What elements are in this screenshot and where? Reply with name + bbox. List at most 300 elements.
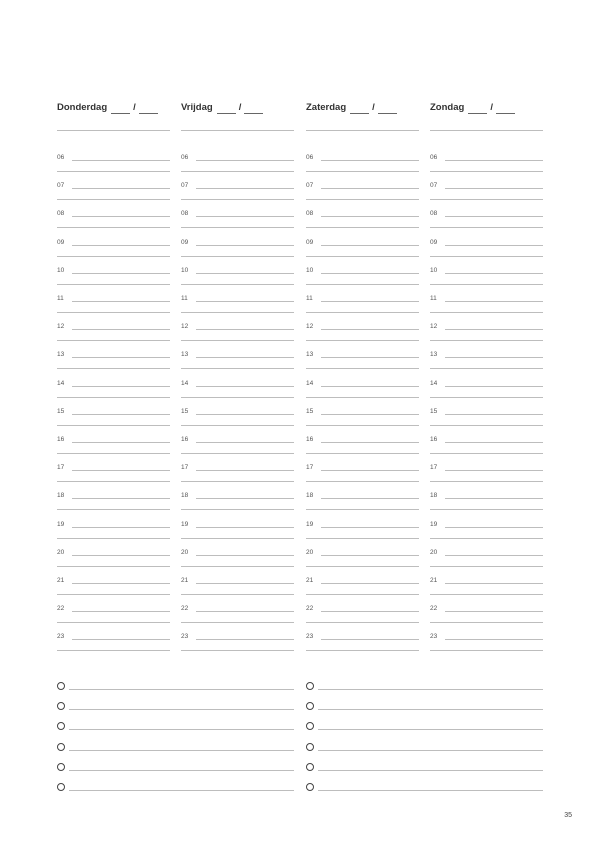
- hour-write-line[interactable]: [72, 442, 170, 443]
- hour-row: [181, 380, 294, 408]
- hour-write-line[interactable]: [196, 301, 294, 302]
- hour-write-line[interactable]: [196, 442, 294, 443]
- half-hour-write-line[interactable]: [306, 453, 419, 454]
- hour-label: 13: [181, 351, 189, 359]
- half-hour-write-line[interactable]: [57, 199, 170, 200]
- todo-write-line[interactable]: [69, 750, 294, 751]
- hour-row: [430, 295, 543, 323]
- half-hour-write-line[interactable]: [57, 256, 170, 257]
- half-hour-write-line[interactable]: [181, 284, 294, 285]
- hour-write-line[interactable]: [445, 245, 543, 246]
- hour-write-line[interactable]: [321, 245, 419, 246]
- hour-label: 10: [306, 266, 314, 274]
- hour-row: [430, 154, 543, 182]
- hour-write-line[interactable]: [445, 639, 543, 640]
- half-hour-write-line[interactable]: [57, 622, 170, 623]
- checkbox-circle-icon[interactable]: [306, 743, 314, 751]
- todo-write-line[interactable]: [318, 790, 543, 791]
- half-hour-write-line[interactable]: [306, 284, 419, 285]
- hour-write-line[interactable]: [72, 329, 170, 330]
- half-hour-write-line[interactable]: [430, 538, 543, 539]
- hour-row: [57, 239, 170, 267]
- hour-row: [306, 577, 419, 605]
- half-hour-write-line[interactable]: [430, 481, 543, 482]
- hour-row: [181, 464, 294, 492]
- month-date-blank[interactable]: [139, 104, 158, 114]
- hour-label: 15: [57, 407, 65, 415]
- hour-label: 14: [306, 379, 314, 387]
- hour-write-line[interactable]: [196, 357, 294, 358]
- half-hour-write-line[interactable]: [306, 397, 419, 398]
- hour-label: 19: [57, 520, 65, 528]
- half-hour-write-line[interactable]: [430, 566, 543, 567]
- hour-row: [181, 492, 294, 520]
- hour-write-line[interactable]: [72, 527, 170, 528]
- hour-write-line[interactable]: [72, 611, 170, 612]
- hour-row: [57, 521, 170, 549]
- half-hour-write-line[interactable]: [306, 622, 419, 623]
- hour-row: [57, 605, 170, 633]
- half-hour-write-line[interactable]: [57, 171, 170, 172]
- hour-write-line[interactable]: [445, 611, 543, 612]
- date-separator: /: [238, 102, 242, 113]
- hour-label: 09: [181, 238, 189, 246]
- half-hour-write-line[interactable]: [57, 453, 170, 454]
- hour-row: [57, 577, 170, 605]
- todo-write-line[interactable]: [318, 729, 543, 730]
- day-name: Zondag: [430, 102, 465, 113]
- hour-write-line[interactable]: [321, 555, 419, 556]
- hour-row: [306, 492, 419, 520]
- hour-label: 20: [181, 548, 189, 556]
- hour-write-line[interactable]: [321, 216, 419, 217]
- half-hour-write-line[interactable]: [430, 594, 543, 595]
- hour-label: 23: [430, 633, 438, 641]
- half-hour-write-line[interactable]: [430, 340, 543, 341]
- hour-row: [57, 492, 170, 520]
- half-hour-write-line[interactable]: [430, 509, 543, 510]
- todo-item: [57, 743, 294, 755]
- hour-label: 21: [57, 577, 65, 584]
- hour-write-line[interactable]: [72, 583, 170, 584]
- hour-write-line[interactable]: [321, 442, 419, 443]
- hour-row: [306, 408, 419, 436]
- month-date-blank[interactable]: [496, 104, 515, 114]
- half-hour-write-line[interactable]: [57, 227, 170, 228]
- hour-row: [430, 549, 543, 577]
- hour-row: [306, 239, 419, 267]
- hour-row: [306, 267, 419, 295]
- hour-label: 12: [181, 323, 189, 331]
- half-hour-write-line[interactable]: [57, 650, 170, 651]
- hour-write-line[interactable]: [445, 216, 543, 217]
- half-hour-write-line[interactable]: [306, 425, 419, 426]
- half-hour-write-line[interactable]: [181, 538, 294, 539]
- half-hour-write-line[interactable]: [57, 340, 170, 341]
- hour-write-line[interactable]: [72, 386, 170, 387]
- hour-label: 16: [181, 436, 189, 443]
- hour-write-line[interactable]: [321, 301, 419, 302]
- hour-row: [430, 182, 543, 210]
- hour-write-line[interactable]: [321, 527, 419, 528]
- hour-row: [181, 295, 294, 323]
- hour-write-line[interactable]: [72, 555, 170, 556]
- day-name: Vrijdag: [181, 102, 213, 113]
- hour-write-line[interactable]: [321, 498, 419, 499]
- hour-label: 23: [57, 633, 65, 641]
- hour-write-line[interactable]: [445, 442, 543, 443]
- half-hour-write-line[interactable]: [181, 256, 294, 257]
- half-hour-write-line[interactable]: [306, 594, 419, 595]
- hour-write-line[interactable]: [321, 611, 419, 612]
- hour-label: 18: [430, 492, 438, 500]
- half-hour-write-line[interactable]: [306, 312, 419, 313]
- hour-row: [430, 239, 543, 267]
- half-hour-write-line[interactable]: [306, 538, 419, 539]
- half-hour-write-line[interactable]: [181, 566, 294, 567]
- hour-write-line[interactable]: [72, 639, 170, 640]
- hour-label: 17: [181, 464, 189, 472]
- hour-write-line[interactable]: [72, 470, 170, 471]
- hour-label: 22: [57, 605, 65, 613]
- half-hour-write-line[interactable]: [181, 397, 294, 398]
- half-hour-write-line[interactable]: [57, 594, 170, 595]
- hour-label: 20: [57, 548, 65, 556]
- todo-write-line[interactable]: [318, 770, 543, 771]
- half-hour-write-line[interactable]: [181, 171, 294, 172]
- half-hour-write-line[interactable]: [306, 227, 419, 228]
- day-column-vrijdag: [181, 98, 294, 658]
- date-separator: /: [372, 102, 375, 113]
- checkbox-circle-icon[interactable]: [57, 702, 65, 710]
- hour-row: [57, 210, 170, 238]
- header-write-line[interactable]: [430, 130, 543, 131]
- hour-write-line[interactable]: [196, 498, 294, 499]
- half-hour-write-line[interactable]: [306, 171, 419, 172]
- hour-label: 12: [430, 323, 438, 331]
- hour-row: [181, 154, 294, 182]
- todo-item: [57, 682, 294, 694]
- half-hour-write-line[interactable]: [57, 425, 170, 426]
- checkbox-circle-icon[interactable]: [306, 763, 314, 771]
- hour-label: 22: [306, 605, 314, 613]
- hour-write-line[interactable]: [72, 216, 170, 217]
- hour-row: [306, 464, 419, 492]
- half-hour-write-line[interactable]: [57, 312, 170, 313]
- hour-write-line[interactable]: [445, 386, 543, 387]
- hour-write-line[interactable]: [445, 329, 543, 330]
- header-write-line[interactable]: [306, 130, 419, 131]
- day-date-blank[interactable]: [111, 104, 130, 114]
- checkbox-circle-icon[interactable]: [306, 722, 314, 730]
- hour-write-line[interactable]: [445, 188, 543, 189]
- hour-label: 16: [57, 436, 65, 443]
- checkbox-circle-icon[interactable]: [306, 682, 314, 690]
- hour-write-line[interactable]: [321, 386, 419, 387]
- half-hour-write-line[interactable]: [181, 481, 294, 482]
- hour-row: [430, 210, 543, 238]
- checkbox-circle-icon[interactable]: [57, 722, 65, 730]
- hour-label: 08: [57, 210, 65, 218]
- hour-row: [306, 351, 419, 379]
- hour-label: 07: [57, 182, 65, 190]
- half-hour-write-line[interactable]: [57, 509, 170, 510]
- hour-row: [181, 605, 294, 633]
- half-hour-write-line[interactable]: [430, 284, 543, 285]
- hour-write-line[interactable]: [196, 160, 294, 161]
- half-hour-write-line[interactable]: [306, 368, 419, 369]
- half-hour-write-line[interactable]: [430, 425, 543, 426]
- header-write-line[interactable]: [181, 130, 294, 131]
- hour-write-line[interactable]: [321, 583, 419, 584]
- hour-write-line[interactable]: [196, 273, 294, 274]
- hour-label: 08: [430, 210, 438, 218]
- date-separator: /: [133, 102, 136, 113]
- hour-row: [430, 436, 543, 464]
- half-hour-write-line[interactable]: [57, 284, 170, 285]
- hour-write-line[interactable]: [196, 414, 294, 415]
- hour-row: [430, 380, 543, 408]
- todo-write-line[interactable]: [69, 790, 294, 791]
- hour-write-line[interactable]: [196, 555, 294, 556]
- half-hour-write-line[interactable]: [57, 368, 170, 369]
- hour-label: 10: [57, 266, 65, 274]
- hour-label: 12: [306, 323, 314, 331]
- checkbox-circle-icon[interactable]: [57, 743, 65, 751]
- hour-row: [57, 633, 170, 661]
- hour-label: 22: [430, 605, 438, 613]
- hour-label: 12: [57, 323, 65, 331]
- hour-write-line[interactable]: [445, 301, 543, 302]
- todo-item: [57, 722, 294, 734]
- hour-label: 20: [430, 548, 438, 556]
- checkbox-circle-icon[interactable]: [57, 682, 65, 690]
- hour-row: [306, 521, 419, 549]
- half-hour-write-line[interactable]: [430, 171, 543, 172]
- hour-write-line[interactable]: [196, 470, 294, 471]
- hour-label: 21: [181, 577, 189, 584]
- hour-write-line[interactable]: [321, 357, 419, 358]
- hour-label: 16: [306, 436, 314, 443]
- hour-write-line[interactable]: [196, 639, 294, 640]
- half-hour-write-line[interactable]: [430, 397, 543, 398]
- hour-row: [306, 210, 419, 238]
- hour-write-line[interactable]: [445, 160, 543, 161]
- hour-write-line[interactable]: [196, 527, 294, 528]
- hour-row: [306, 436, 419, 464]
- hour-write-line[interactable]: [196, 329, 294, 330]
- hour-label: 07: [181, 182, 189, 190]
- half-hour-write-line[interactable]: [430, 650, 543, 651]
- half-hour-write-line[interactable]: [430, 256, 543, 257]
- half-hour-write-line[interactable]: [430, 622, 543, 623]
- hour-write-line[interactable]: [321, 329, 419, 330]
- hour-label: 23: [306, 633, 314, 641]
- hour-label: 15: [430, 407, 438, 415]
- hour-write-line[interactable]: [196, 216, 294, 217]
- half-hour-write-line[interactable]: [181, 340, 294, 341]
- hour-write-line[interactable]: [321, 273, 419, 274]
- hour-label: 10: [430, 266, 438, 274]
- day-date-blank[interactable]: [350, 104, 369, 114]
- month-date-blank[interactable]: [378, 104, 397, 114]
- day-name: Donderdag: [57, 102, 108, 113]
- hour-write-line[interactable]: [196, 583, 294, 584]
- todo-write-line[interactable]: [69, 709, 294, 710]
- hour-label: 19: [306, 520, 314, 528]
- half-hour-write-line[interactable]: [306, 650, 419, 651]
- hour-label: 17: [306, 464, 314, 472]
- hour-write-line[interactable]: [321, 160, 419, 161]
- half-hour-write-line[interactable]: [181, 509, 294, 510]
- half-hour-write-line[interactable]: [430, 199, 543, 200]
- half-hour-write-line[interactable]: [181, 199, 294, 200]
- hour-write-line[interactable]: [445, 498, 543, 499]
- half-hour-write-line[interactable]: [430, 368, 543, 369]
- half-hour-write-line[interactable]: [57, 566, 170, 567]
- todo-write-line[interactable]: [69, 689, 294, 690]
- hour-row: [181, 577, 294, 605]
- todo-item: [306, 722, 543, 734]
- hour-label: 19: [181, 520, 189, 528]
- hour-label: 14: [57, 379, 65, 387]
- hour-write-line[interactable]: [321, 639, 419, 640]
- half-hour-write-line[interactable]: [306, 199, 419, 200]
- hour-label: 09: [430, 238, 438, 246]
- half-hour-write-line[interactable]: [181, 425, 294, 426]
- hour-row: [306, 295, 419, 323]
- hour-row: [430, 323, 543, 351]
- hour-label: 13: [306, 351, 314, 359]
- hour-row: [57, 351, 170, 379]
- month-date-blank[interactable]: [244, 104, 263, 114]
- hour-write-line[interactable]: [72, 414, 170, 415]
- hour-row: [181, 408, 294, 436]
- half-hour-write-line[interactable]: [306, 340, 419, 341]
- todo-write-line[interactable]: [69, 729, 294, 730]
- hour-write-line[interactable]: [72, 357, 170, 358]
- hour-write-line[interactable]: [445, 470, 543, 471]
- checkbox-circle-icon[interactable]: [57, 783, 65, 791]
- hour-write-line[interactable]: [321, 188, 419, 189]
- hour-write-line[interactable]: [196, 245, 294, 246]
- hour-write-line[interactable]: [72, 498, 170, 499]
- day-date-blank[interactable]: [468, 104, 487, 114]
- half-hour-write-line[interactable]: [430, 453, 543, 454]
- hour-label: 17: [430, 464, 438, 472]
- hour-write-line[interactable]: [72, 245, 170, 246]
- hour-write-line[interactable]: [196, 611, 294, 612]
- hour-row: [181, 633, 294, 661]
- half-hour-write-line[interactable]: [430, 312, 543, 313]
- hour-label: 09: [57, 238, 65, 246]
- hour-write-line[interactable]: [445, 357, 543, 358]
- half-hour-write-line[interactable]: [306, 481, 419, 482]
- checkbox-circle-icon[interactable]: [57, 763, 65, 771]
- hour-label: 18: [306, 492, 314, 500]
- todo-write-line[interactable]: [318, 709, 543, 710]
- half-hour-write-line[interactable]: [306, 566, 419, 567]
- day-header: [430, 98, 543, 114]
- hour-label: 16: [430, 436, 438, 443]
- hour-write-line[interactable]: [321, 414, 419, 415]
- hour-write-line[interactable]: [445, 414, 543, 415]
- hour-label: 21: [306, 577, 314, 584]
- hour-label: 06: [430, 154, 438, 161]
- half-hour-write-line[interactable]: [181, 453, 294, 454]
- day-header: [306, 98, 419, 114]
- half-hour-write-line[interactable]: [181, 622, 294, 623]
- hour-row: [57, 408, 170, 436]
- hour-row: [430, 521, 543, 549]
- hour-row: [181, 351, 294, 379]
- hour-row: [306, 549, 419, 577]
- hour-write-line[interactable]: [72, 273, 170, 274]
- half-hour-write-line[interactable]: [57, 538, 170, 539]
- hour-row: [181, 436, 294, 464]
- hour-label: 10: [181, 266, 189, 274]
- half-hour-write-line[interactable]: [57, 397, 170, 398]
- todo-write-line[interactable]: [69, 770, 294, 771]
- half-hour-write-line[interactable]: [306, 256, 419, 257]
- hour-row: [181, 210, 294, 238]
- half-hour-write-line[interactable]: [306, 509, 419, 510]
- hour-label: 23: [181, 633, 189, 641]
- hour-label: 15: [306, 407, 314, 415]
- half-hour-write-line[interactable]: [430, 227, 543, 228]
- hour-label: 14: [430, 379, 438, 387]
- day-date-blank[interactable]: [217, 104, 236, 114]
- hour-row: [57, 267, 170, 295]
- hour-label: 11: [306, 295, 313, 302]
- day-column-zaterdag: [306, 98, 419, 658]
- hour-label: 07: [430, 182, 438, 190]
- hour-row: [57, 295, 170, 323]
- half-hour-write-line[interactable]: [181, 227, 294, 228]
- half-hour-write-line[interactable]: [57, 481, 170, 482]
- hour-row: [181, 549, 294, 577]
- todo-write-line[interactable]: [318, 689, 543, 690]
- hour-write-line[interactable]: [72, 188, 170, 189]
- half-hour-write-line[interactable]: [181, 312, 294, 313]
- todo-write-line[interactable]: [318, 750, 543, 751]
- hour-write-line[interactable]: [72, 301, 170, 302]
- hour-write-line[interactable]: [445, 583, 543, 584]
- half-hour-write-line[interactable]: [181, 594, 294, 595]
- half-hour-write-line[interactable]: [181, 650, 294, 651]
- hour-label: 08: [306, 210, 314, 218]
- hour-write-line[interactable]: [196, 188, 294, 189]
- hour-write-line[interactable]: [445, 555, 543, 556]
- hour-label: 11: [181, 295, 188, 302]
- hour-row: [430, 408, 543, 436]
- todo-item: [57, 702, 294, 714]
- checkbox-circle-icon[interactable]: [306, 783, 314, 791]
- hour-write-line[interactable]: [445, 527, 543, 528]
- hour-write-line[interactable]: [196, 386, 294, 387]
- half-hour-write-line[interactable]: [181, 368, 294, 369]
- hour-row: [306, 605, 419, 633]
- hour-write-line[interactable]: [72, 160, 170, 161]
- hour-row: [181, 323, 294, 351]
- hour-label: 09: [306, 238, 314, 246]
- checkbox-circle-icon[interactable]: [306, 702, 314, 710]
- hour-write-line[interactable]: [321, 470, 419, 471]
- hour-label: 06: [57, 154, 65, 161]
- header-write-line[interactable]: [57, 130, 170, 131]
- hour-row: [57, 464, 170, 492]
- hour-write-line[interactable]: [445, 273, 543, 274]
